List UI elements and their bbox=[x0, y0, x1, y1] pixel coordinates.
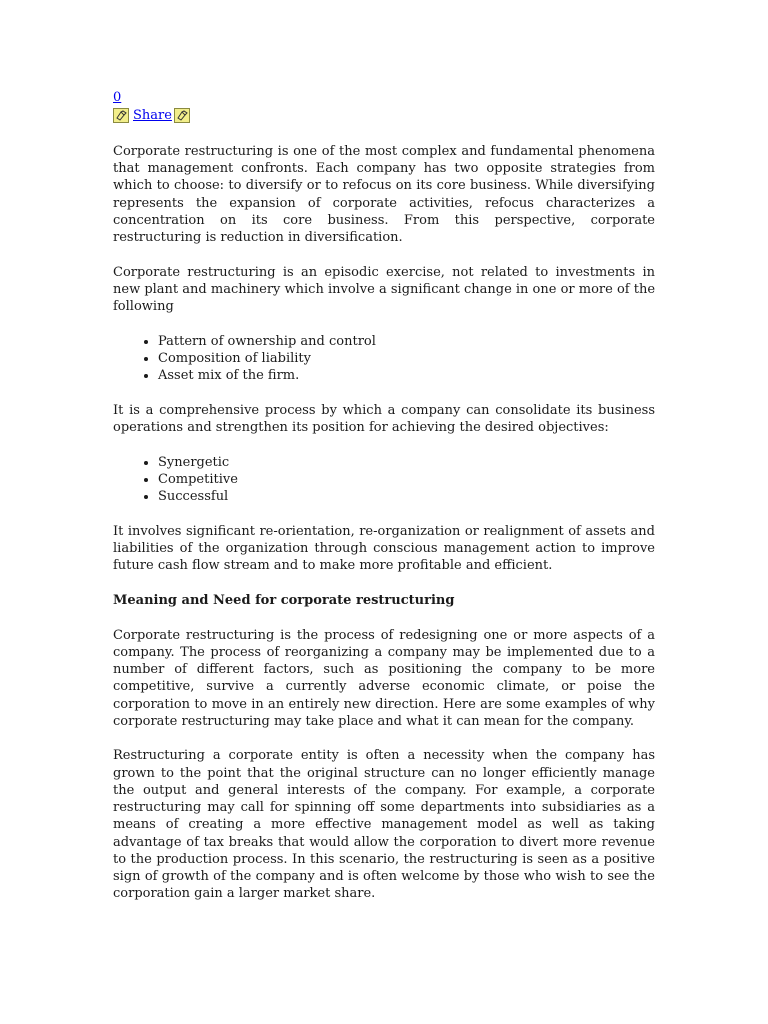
share-toolbar bbox=[113, 106, 655, 124]
change-list bbox=[113, 333, 655, 385]
paragraph-reorientation: It involves significant re-orientation, re-organization or realignment of assets and liabilities of the organization through conscious management action to improve future cash flow stream and to make more profitable and efficient. bbox=[113, 523, 655, 574]
paragraph-necessity: Restructuring a corporate entity is often a necessity when the company has grown to the point that the original structure can no longer efficiently manage the output and general interests of the company. For example, a corporate restructuring may call for spinning off some departments into subsidiaries as a means of creating a more effective management model as well as taking advantage of tax breaks that would allow the corporation to divert more revenue to the production process. In this scenario, the restructuring is seen as a positive sign of growth of the company and is often welcome by those who wish to see the corporation gain a larger market share. bbox=[113, 748, 655, 902]
list-item: • Pattern of ownership and control bbox=[158, 333, 655, 350]
share-count-link[interactable]: 0 bbox=[113, 90, 122, 105]
share-link[interactable]: Share bbox=[133, 107, 172, 123]
list-item: • Composition of liability bbox=[158, 350, 655, 367]
section-heading: Meaning and Need for corporate restructuring bbox=[113, 593, 455, 609]
paragraph-episodic: Corporate restructuring is an episodic exercise, not related to investments in new plant and machinery which involve a significant change in one or more of the following bbox=[113, 264, 656, 315]
paragraph-comprehensive: It is a comprehensive process by which a company can consolidate its business operations and strengthen its position for achieving the desired objectives: bbox=[113, 402, 655, 436]
list-item: • Synergetic bbox=[158, 454, 655, 471]
document-page bbox=[113, 90, 655, 920]
list-item: • Competitive bbox=[158, 471, 655, 488]
share-left-icon[interactable] bbox=[113, 108, 129, 123]
paragraph-meaning: Corporate restructuring is the process of redesigning one or more aspects of a company. The process of reorganizing a company may be implemented due to a number of different factors, such as positioning the company to be more competitive, survive a currently adverse economic climate, or poise the corporation to move in an entirely new direction. Here are some examples of why corporate restructuring may take place and what it can mean for the company. bbox=[113, 627, 655, 729]
list-item: • Successful bbox=[158, 488, 655, 505]
objectives-list bbox=[113, 454, 655, 506]
share-right-icon[interactable] bbox=[174, 108, 190, 123]
paragraph-intro: Corporate restructuring is one of the most complex and fundamental phenomena that management confronts. Each company has two opposite strategies from which to choose: to diversify or to refocus on its core business. While diversifying represents the expansion of corporate activities, refocus characterizes a concentration on its core business. From this perspective, corporate restructuring is reduction in diversification. bbox=[113, 144, 655, 246]
list-item: • Asset mix of the firm. bbox=[158, 367, 655, 384]
